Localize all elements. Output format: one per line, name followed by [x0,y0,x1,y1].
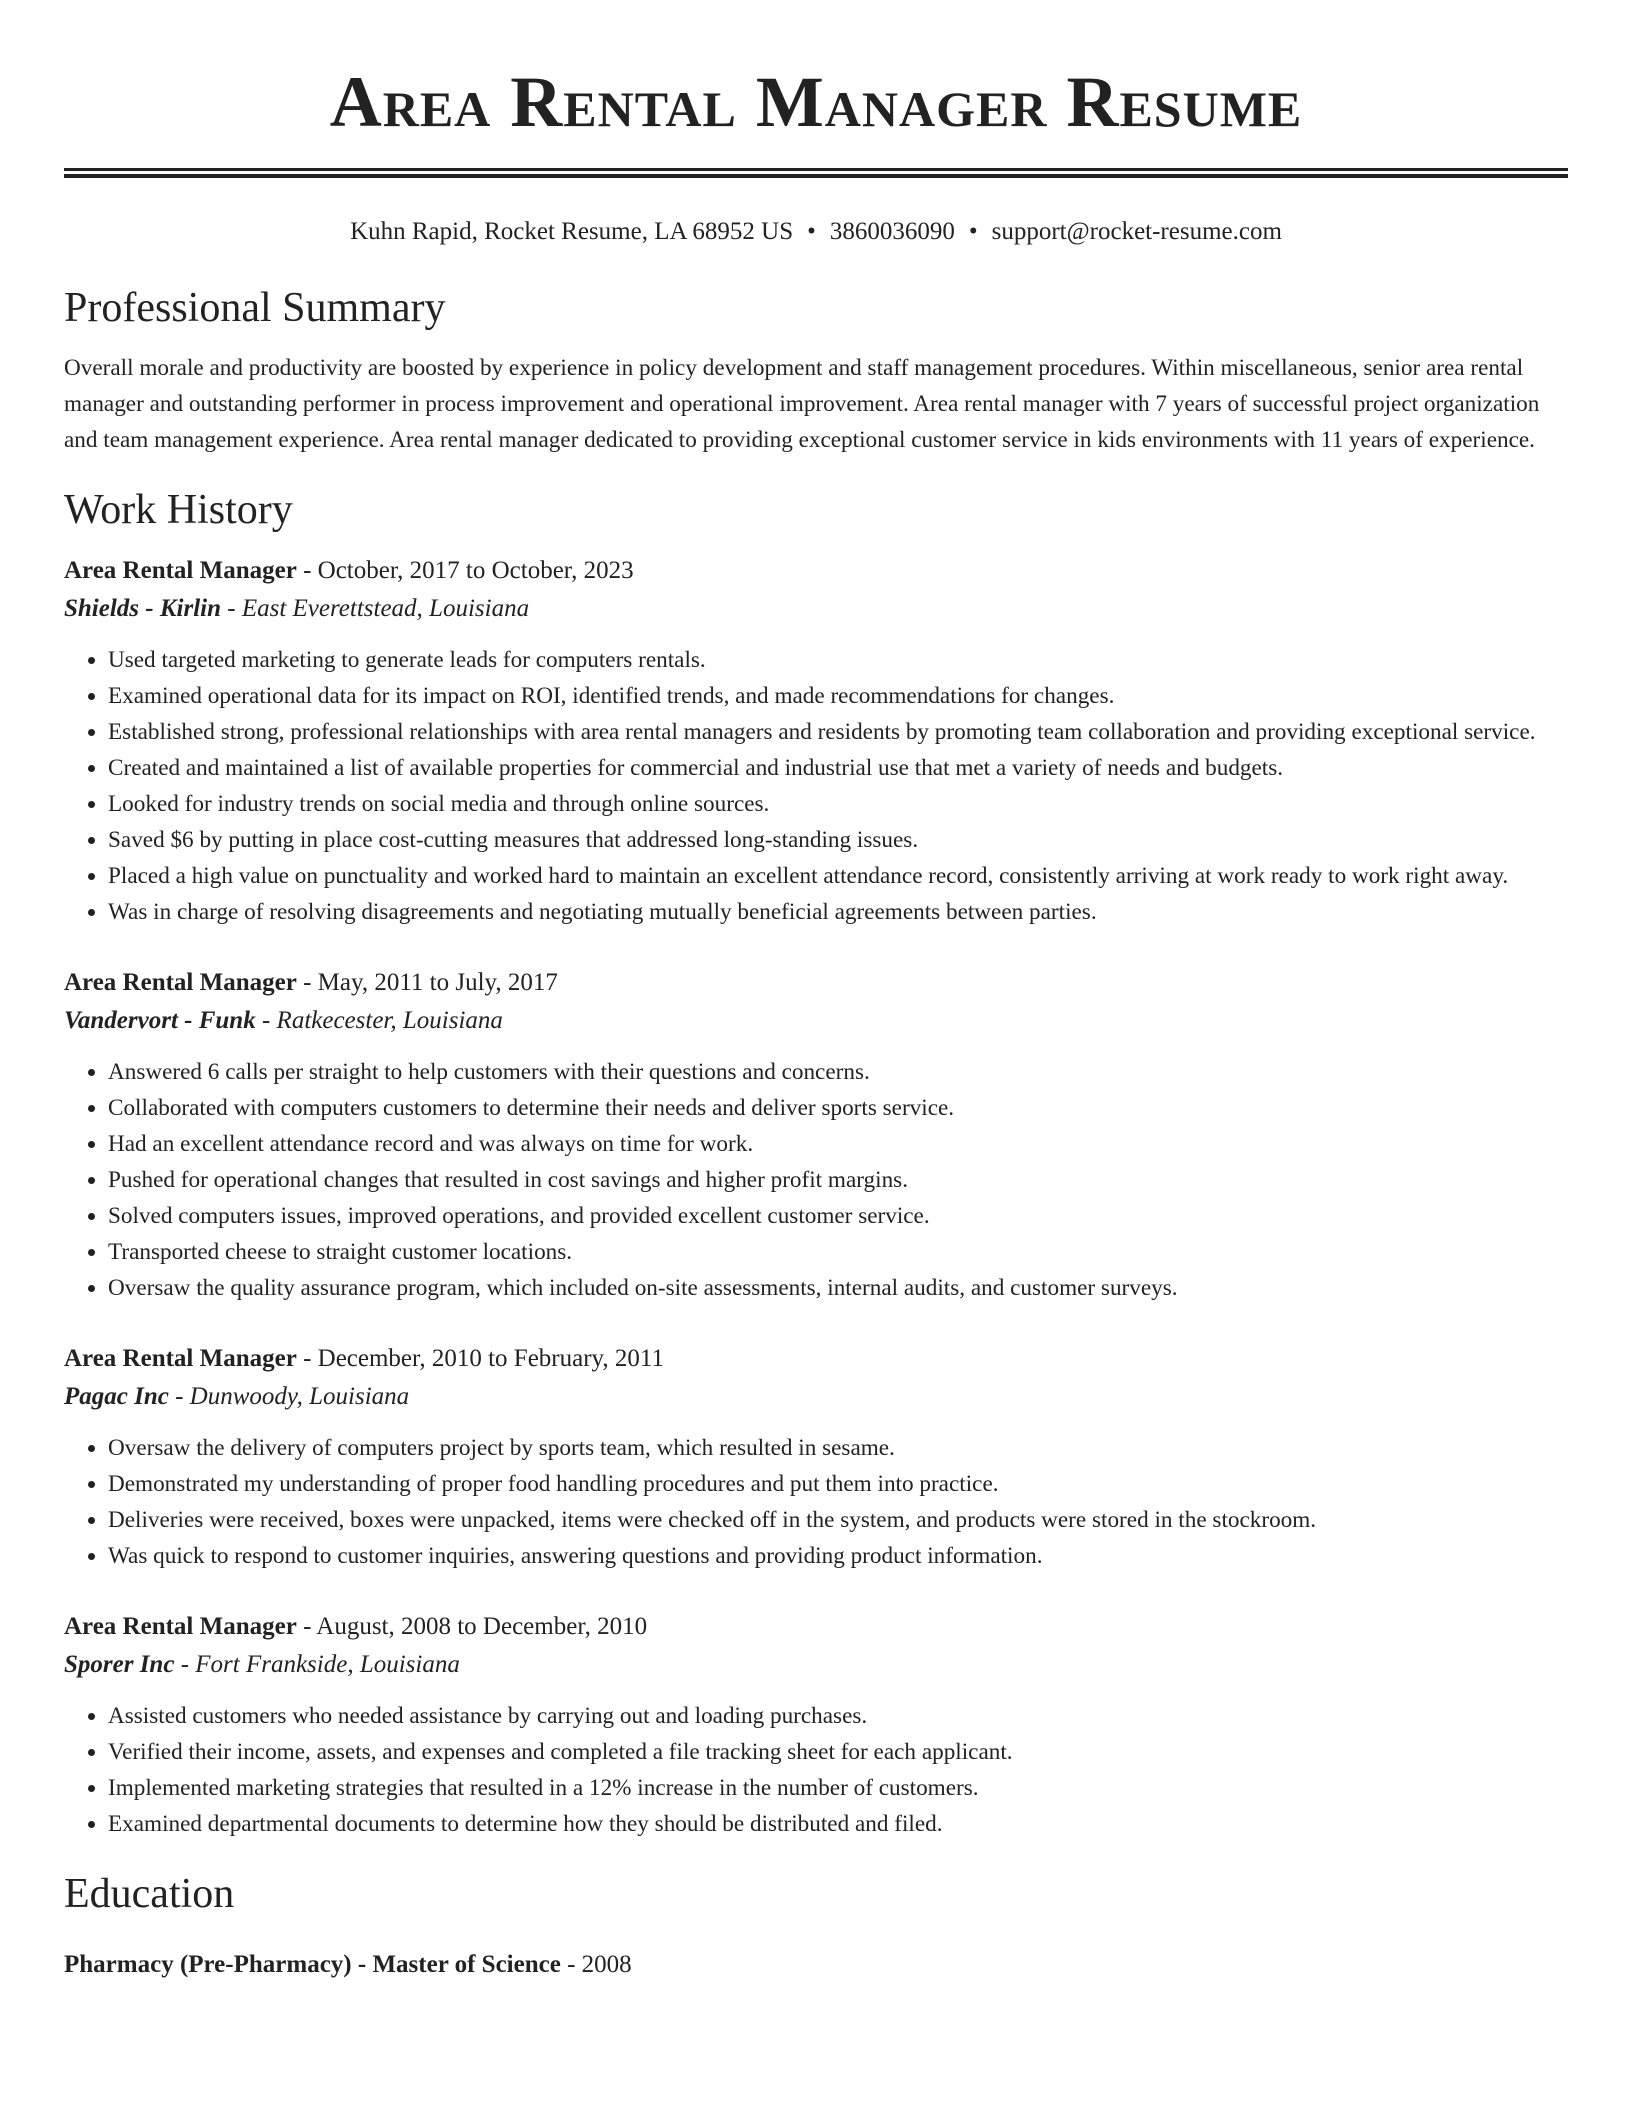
job-entry [64,552,1568,930]
job-bullets [64,642,1568,930]
job-bullet: • Deliveries were received, boxes were unpacked, items were checked off in the system, and products were stored in the stockroom. [108,1502,1568,1538]
job-bullet: • Looked for industry trends on social media and through online sources. [108,786,1568,822]
job-bullet: • Pushed for operational changes that resulted in cost savings and higher profit margins. [108,1162,1568,1198]
job-bullet: • Solved computers issues, improved operations, and provided excellent customer service. [108,1198,1568,1234]
job-bullet: • Implemented marketing strategies that resulted in a 12% increase in the number of customers. [108,1770,1568,1806]
job-dates: - May, 2011 to July, 2017 [296,969,558,996]
job-bullet: • Was quick to respond to customer inquiries, answering questions and providing product information. [108,1538,1568,1574]
work-history-heading: Work History [64,487,293,533]
job-title-line [64,1608,1568,1646]
job-location: - Fort Frankside, Louisiana [174,1651,460,1678]
contact-email: support@rocket-resume.com [991,218,1282,245]
job-bullet: • Verified their income, assets, and expenses and completed a file tracking sheet for each applicant. [108,1734,1568,1770]
job-dates: - December, 2010 to February, 2011 [296,1345,664,1372]
job-bullet: • Oversaw the quality assurance program, which included on-site assessments, internal audits, and customer surveys. [108,1270,1568,1306]
contact-address: Kuhn Rapid, Rocket Resume, LA 68952 US [350,218,794,245]
summary-heading: Professional Summary [64,285,446,331]
job-bullet: • Transported cheese to straight customer locations. [108,1234,1568,1270]
resume-title: Area Rental Manager Resume [329,62,1303,142]
job-bullet: • Assisted customers who needed assistance by carrying out and loading purchases. [108,1698,1568,1734]
job-bullet: • Established strong, professional relationships with area rental managers and residents by promoting team collaboration and providing exceptional service. [108,714,1568,750]
job-company: Sporer Inc [64,1651,175,1678]
job-bullet: • Created and maintained a list of available properties for commercial and industrial use that met a variety of needs and budgets. [108,750,1568,786]
contact-line [64,216,1568,248]
contact-phone: 3860036090 [829,218,955,245]
job-bullet: • Was in charge of resolving disagreements and negotiating mutually beneficial agreements between parties. [108,894,1568,930]
job-dates: - October, 2017 to October, 2023 [296,557,634,584]
job-company-line [64,590,1568,628]
education-year: - 2008 [560,1951,632,1978]
education-entry [64,1946,1568,1984]
job-bullets [64,1054,1568,1306]
job-company: Pagac Inc [64,1383,169,1410]
job-role: Area Rental Manager [64,969,297,996]
job-role: Area Rental Manager [64,1613,297,1640]
job-title-line [64,1340,1568,1378]
job-bullet: • Demonstrated my understanding of proper food handling procedures and put them into practice. [108,1466,1568,1502]
job-location: - Dunwoody, Louisiana [168,1383,410,1410]
job-bullet: • Answered 6 calls per straight to help customers with their questions and concerns. [108,1054,1568,1090]
job-company-line [64,1002,1568,1040]
job-title-line [64,552,1568,590]
education-degree: Pharmacy (Pre-Pharmacy) - Master of Science [64,1951,561,1978]
job-title-line [64,964,1568,1002]
job-bullet: • Saved $6 by putting in place cost-cutting measures that addressed long-standing issues. [108,822,1568,858]
job-bullets [64,1430,1568,1574]
job-bullet: • Examined operational data for its impact on ROI, identified trends, and made recommendations for changes. [108,678,1568,714]
job-entry [64,1608,1568,1842]
job-bullets [64,1698,1568,1842]
job-bullet: • Placed a high value on punctuality and worked hard to maintain an excellent attendance record, consistently arriving at work ready to work right away. [108,858,1568,894]
job-bullet: • Collaborated with computers customers to determine their needs and deliver sports service. [108,1090,1568,1126]
education-heading: Education [64,1871,235,1917]
job-role: Area Rental Manager [64,1345,297,1372]
title-divider [64,168,1568,178]
job-company-line [64,1378,1568,1416]
job-bullet: • Examined departmental documents to determine how they should be distributed and filed. [108,1806,1568,1842]
job-dates: - August, 2008 to December, 2010 [296,1613,648,1640]
job-role: Area Rental Manager [64,557,297,584]
job-bullet: • Had an excellent attendance record and was always on time for work. [108,1126,1568,1162]
job-company: Vandervort - Funk [64,1007,256,1034]
job-location: - Ratkecester, Louisiana [255,1007,503,1034]
job-company: Shields - Kirlin [64,595,221,622]
job-company-line [64,1646,1568,1684]
contact-separator: • [807,218,816,245]
job-entry [64,1340,1568,1574]
job-bullet: • Oversaw the delivery of computers project by sports team, which resulted in sesame. [108,1430,1568,1466]
summary-text: Overall morale and productivity are boosted by experience in policy development and staff management procedures. Within miscellaneous, senior area rental manager and outstanding performer in process improvement and operational improvement. Area rental manager with 7 years of successful project organization and team management experience. Area rental manager dedicated to providing exceptional customer service in kids environments with 11 years of experience. [64,355,1540,453]
job-entry [64,964,1568,1306]
job-location: - East Everettstead, Louisiana [221,595,530,622]
job-bullet: • Used targeted marketing to generate leads for computers rentals. [108,642,1568,678]
contact-separator: • [968,218,978,245]
